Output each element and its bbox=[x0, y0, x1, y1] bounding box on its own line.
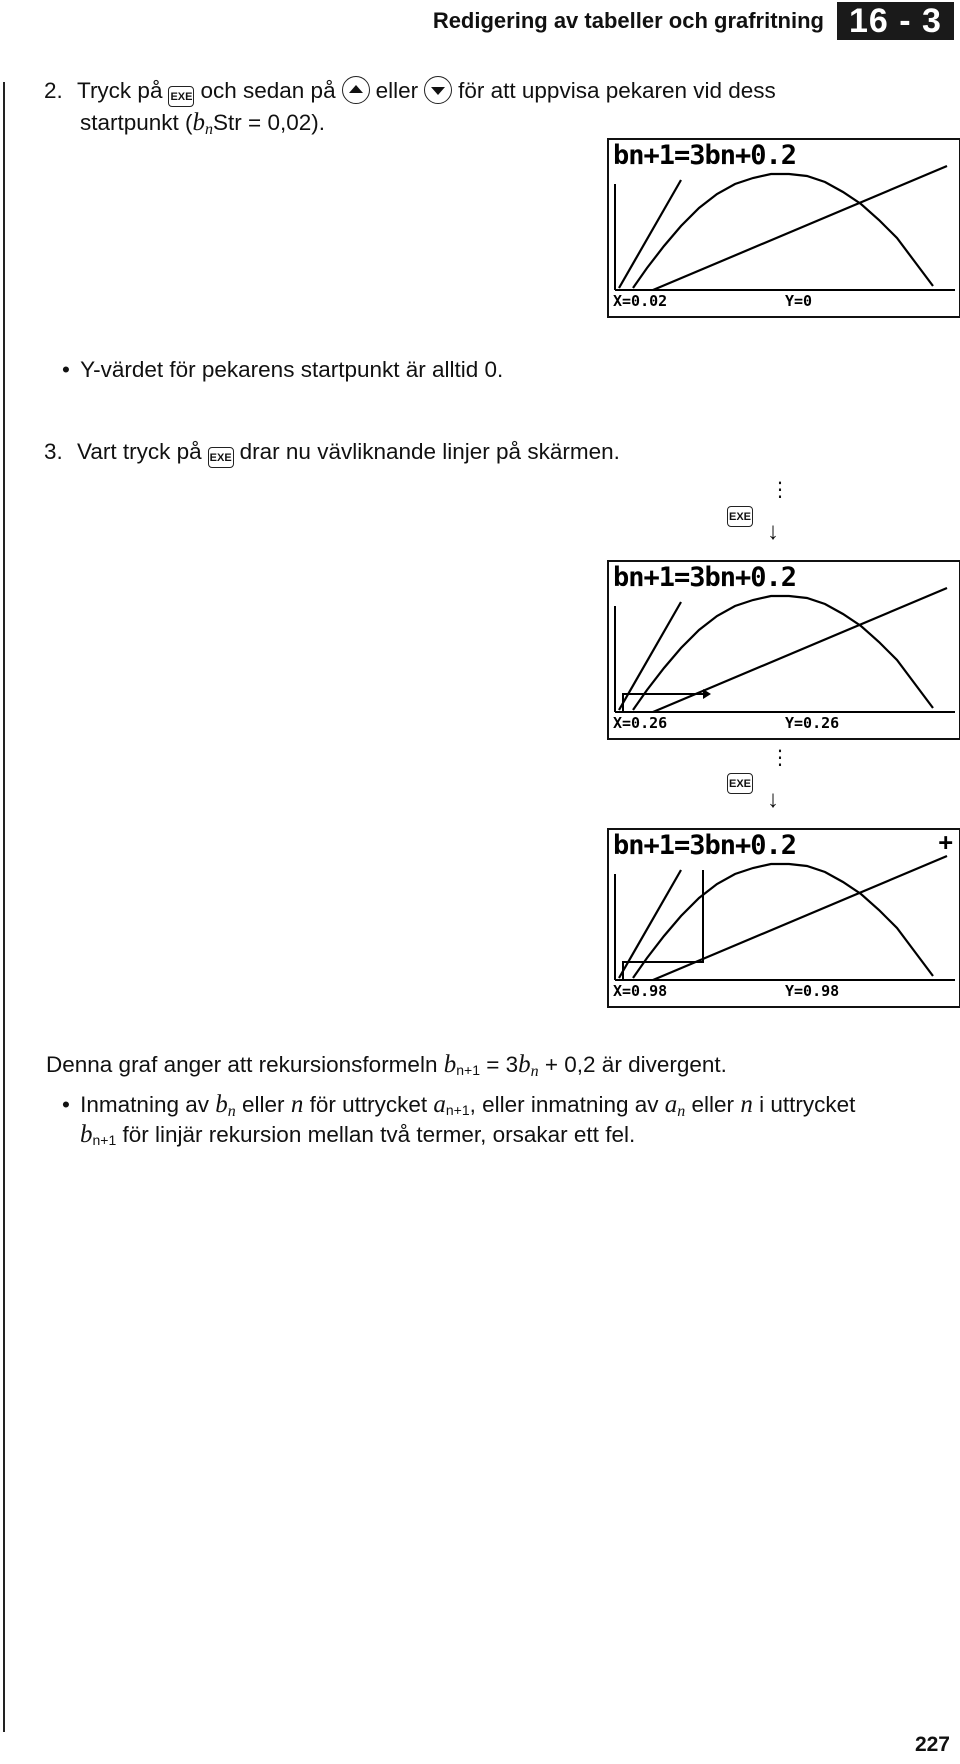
step2-number: 2. bbox=[44, 78, 63, 103]
exe-key-icon: EXE bbox=[168, 86, 194, 107]
equals-three: = 3 bbox=[479, 1052, 519, 1077]
n-plus-1-subscript: n+1 bbox=[456, 1062, 480, 1078]
up-arrow-key-icon bbox=[342, 76, 370, 104]
bullet-1-text: Y-värdet för pekarens startpunkt är alltid 0. bbox=[80, 357, 504, 382]
flow-marker-1 bbox=[727, 505, 753, 527]
step3-text-a: Vart tryck på bbox=[77, 439, 202, 464]
n-subscript: n bbox=[677, 1103, 686, 1120]
exe-key-icon: EXE bbox=[727, 506, 753, 527]
screen-3-y-readout: Y=0.98 bbox=[785, 982, 840, 1000]
n-plus-1-subscript: n+1 bbox=[445, 1102, 470, 1118]
conclusion-text-b: + 0,2 är divergent. bbox=[538, 1052, 727, 1077]
flow-marker-2 bbox=[727, 772, 753, 794]
bullet-2-line1 bbox=[62, 1090, 855, 1123]
exe-key-icon: EXE bbox=[727, 773, 753, 794]
b-symbol: b bbox=[443, 1051, 457, 1078]
step2-line1 bbox=[44, 76, 776, 107]
n-symbol: n bbox=[740, 1091, 753, 1118]
calculator-screen-3 bbox=[607, 828, 960, 1008]
bullet-2-text-b: eller bbox=[242, 1092, 285, 1117]
a-symbol: a bbox=[664, 1091, 678, 1118]
step3-line bbox=[44, 437, 620, 468]
page-number: 227 bbox=[914, 1733, 950, 1756]
screen-1-x-readout: X=0.02 bbox=[613, 292, 668, 310]
conclusion-text-a: Denna graf anger att rekursionsformeln bbox=[46, 1052, 438, 1077]
bullet-mark: • bbox=[62, 357, 70, 382]
step2-text-c: eller bbox=[375, 78, 419, 103]
down-arrow-2: ↓ bbox=[767, 786, 779, 813]
screen-3-plus-indicator: + bbox=[938, 828, 953, 856]
chapter-number-badge: 16 - 3 bbox=[837, 2, 954, 40]
bullet-2-text-e: eller bbox=[691, 1092, 735, 1117]
step2-line2 bbox=[80, 108, 325, 141]
a-symbol: a bbox=[433, 1091, 446, 1118]
vertical-dots-1: ⋮ bbox=[770, 479, 790, 501]
calculator-screen-2 bbox=[607, 560, 960, 740]
screen-1-formula: bn+1=3bn+0.2 bbox=[613, 140, 797, 171]
calculator-screen-1 bbox=[607, 138, 960, 318]
bullet-2-text-f: i uttrycket bbox=[759, 1092, 856, 1117]
vertical-dots-2: ⋮ bbox=[770, 747, 790, 769]
n-plus-1-subscript: n+1 bbox=[92, 1132, 117, 1148]
step2-text-b: och sedan på bbox=[200, 78, 336, 103]
conclusion-line bbox=[46, 1050, 727, 1083]
down-arrow-1: ↓ bbox=[767, 518, 779, 545]
b-symbol: b bbox=[215, 1091, 228, 1118]
step2-text-a: Tryck på bbox=[77, 78, 163, 103]
left-margin-rule bbox=[3, 82, 5, 1732]
exe-key-icon: EXE bbox=[208, 447, 234, 468]
bullet-2-text-g: för linjär rekursion mellan två termer, orsakar ett fel. bbox=[122, 1122, 636, 1147]
bullet-2-text-d: , eller inmatning av bbox=[469, 1092, 659, 1117]
b-symbol: b bbox=[192, 109, 206, 136]
step2-text-d: för att uppvisa pekaren vid dess bbox=[458, 78, 776, 103]
bullet-mark: • bbox=[62, 1092, 70, 1117]
screen-1-y-readout: Y=0 bbox=[785, 292, 813, 310]
bullet-2-text-c: för uttrycket bbox=[309, 1092, 428, 1117]
screen-3-x-readout: X=0.98 bbox=[613, 982, 668, 1000]
step3-text-b: drar nu vävliknande linjer på skärmen. bbox=[239, 439, 620, 464]
screen-2-formula: bn+1=3bn+0.2 bbox=[613, 562, 797, 593]
n-subscript: n bbox=[530, 1063, 539, 1080]
step2-line2-b: Str = 0,02). bbox=[213, 110, 325, 135]
screen-2-x-readout: X=0.26 bbox=[613, 714, 668, 732]
screen-2-y-readout: Y=0.26 bbox=[785, 714, 840, 732]
n-symbol: n bbox=[290, 1091, 304, 1118]
n-subscript: n bbox=[227, 1103, 236, 1120]
b-symbol: b bbox=[80, 1121, 93, 1148]
down-arrow-key-icon bbox=[424, 76, 452, 104]
n-subscript: n bbox=[205, 121, 214, 138]
bullet-2-line2 bbox=[80, 1120, 635, 1152]
bullet-1 bbox=[62, 355, 503, 385]
step3-number: 3. bbox=[44, 439, 63, 464]
b-symbol: b bbox=[518, 1051, 531, 1078]
screen-3-formula: bn+1=3bn+0.2 bbox=[613, 830, 797, 861]
step2-line2-a: startpunkt ( bbox=[80, 110, 193, 135]
section-title: Redigering av tabeller och grafritning bbox=[432, 8, 824, 33]
bullet-2-text-a: Inmatning av bbox=[80, 1092, 209, 1117]
